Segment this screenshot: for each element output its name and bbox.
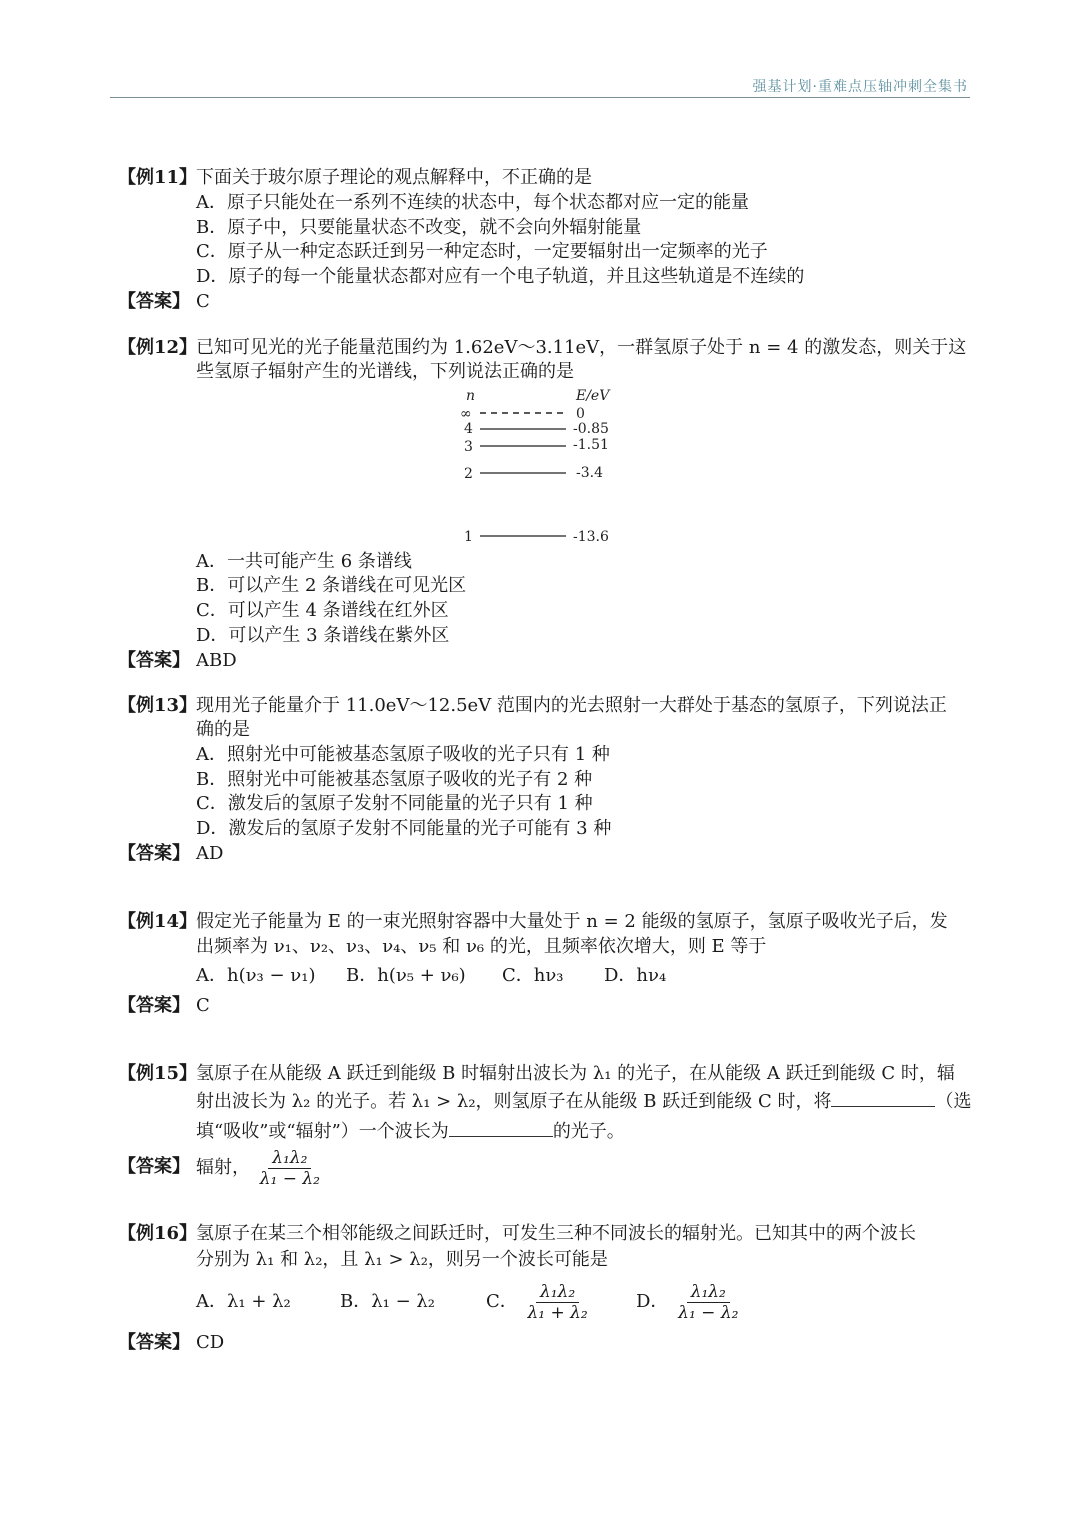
level-e-1: -13.6 [573,529,609,545]
header-divider [110,97,970,98]
level-e-2: -3.4 [576,465,603,481]
question-stem-line2 [196,1088,971,1114]
option-a: A．λ₁ + λ₂ [196,1291,291,1312]
option-b: B．可以产生 2 条谱线在可见光区 [196,575,467,596]
fill-blank-2 [449,1118,553,1137]
option-b: B．原子中，只要能量状态不改变，就不会向外辐射能量 [196,217,642,238]
option-d: D．激发后的氢原子发射不同能量的光子可能有 3 种 [196,818,612,839]
fraction-numerator: λ₁λ₂ [268,1148,311,1169]
option-d: D．原子的每一个能量状态都对应有一个电子轨道，并且这些轨道是不连续的 [196,266,805,287]
question-tag: 【例13】 [118,695,198,716]
n-axis-label: n [466,388,476,404]
stem-text: 的光子。 [552,1121,625,1142]
stem-text: 填“吸收”或“辐射”）一个波长为 [196,1121,449,1142]
answer-value: ABD [196,650,237,671]
question-stem-line2: 分别为 λ₁ 和 λ₂，且 λ₁ > λ₂，则另一个波长可能是 [196,1249,608,1270]
option-b: B．照射光中可能被基态氢原子吸收的光子有 2 种 [196,769,593,790]
level-n-2: 2 [464,466,473,482]
option-fraction [674,1282,742,1323]
fraction-denominator: λ₁ − λ₂ [259,1168,320,1189]
question-stem-line2: 出频率为 ν₁、ν₂、ν₃、ν₄、ν₅ 和 ν₆ 的光，且频率依次增大，则 E 等于 [196,936,767,957]
energy-level-diagram [430,385,630,550]
answer-word: 辐射， [196,1157,250,1178]
answer-value: C [196,291,210,312]
question-stem-line2: 确的是 [196,719,250,740]
question-stem-line1: 氢原子在某三个相邻能级之间跃迁时，可发生三种不同波长的辐射光。已知其中的两个波长 [196,1223,916,1244]
answer-tag: 【答案】 [118,1156,190,1177]
answer-fraction [256,1148,324,1189]
question-stem: 下面关于玻尔原子理论的观点解释中，不正确的是 [196,167,592,188]
fraction-numerator: λ₁λ₂ [536,1282,579,1303]
question-tag: 【例14】 [118,911,198,932]
energy-axis-label: E/eV [576,388,610,404]
option-a: A．h(ν₃ − ν₁) [196,965,316,986]
question-tag: 【例12】 [118,337,198,358]
answer-tag: 【答案】 [118,843,190,864]
option-c: C．原子从一种定态跃迁到另一种定态时，一定要辐射出一定频率的光子 [196,241,768,262]
stem-text: （选 [935,1091,972,1112]
option-label: C． [486,1291,518,1312]
answer-value: CD [196,1332,225,1353]
answer-value [196,1146,324,1190]
question-stem-line1: 已知可见光的光子能量范围约为 1.62eV～3.11eV，一群氢原子处于 n = 4 的激发态，则关于这 [196,337,967,358]
level-n-inf: ∞ [460,406,472,422]
header-title: 强基计划·重难点压轴冲刺全集书 [752,79,968,95]
fraction-denominator: λ₁ − λ₂ [678,1302,739,1323]
option-c: C．可以产生 4 条谱线在红外区 [196,600,449,621]
level-n-4: 4 [464,421,473,437]
answer-tag: 【答案】 [118,291,190,312]
option-b: B．h(ν₅ + ν₆) [346,965,466,986]
option-fraction [524,1282,592,1323]
answer-tag: 【答案】 [118,650,190,671]
question-tag: 【例16】 [118,1223,198,1244]
stem-text: 射出波长为 λ₂ 的光子。若 λ₁ > λ₂，则氢原子在从能级 B 跃迁到能级 C 时，将 [196,1091,832,1112]
level-e-3: -1.51 [573,437,609,453]
fill-blank-1 [831,1088,935,1107]
level-n-3: 3 [464,439,473,455]
fraction-denominator: λ₁ + λ₂ [527,1302,588,1323]
option-c: C．激发后的氢原子发射不同能量的光子只有 1 种 [196,793,593,814]
option-d: D．hν₄ [604,965,667,986]
question-tag: 【例15】 [118,1063,198,1084]
option-label: D． [636,1291,669,1312]
question-stem-line3 [196,1118,625,1144]
question-stem-line1: 氢原子在从能级 A 跃迁到能级 B 时辐射出波长为 λ₁ 的光子，在从能级 A 跃迁到能级 C 时，辐 [196,1063,955,1084]
answer-tag: 【答案】 [118,995,190,1016]
option-d [636,1280,742,1324]
fraction-numerator: λ₁λ₂ [687,1282,730,1303]
level-e-inf: 0 [576,406,585,422]
level-n-1: 1 [464,529,473,545]
answer-value: C [196,995,210,1016]
question-stem-line1: 假定光子能量为 E 的一束光照射容器中大量处于 n = 2 能级的氢原子，氢原子吸收光子后，发 [196,911,948,932]
option-b: B．λ₁ − λ₂ [340,1291,436,1312]
question-stem-line1: 现用光子能量介于 11.0eV～12.5eV 范围内的光去照射一大群处于基态的氢原子，下列说法正 [196,695,947,716]
level-e-4: -0.85 [573,421,609,437]
question-stem-line2: 些氢原子辐射产生的光谱线，下列说法正确的是 [196,361,574,382]
option-a: A．一共可能产生 6 条谱线 [196,551,412,572]
option-c [486,1280,592,1324]
answer-tag: 【答案】 [118,1332,190,1353]
option-a: A．照射光中可能被基态氢原子吸收的光子只有 1 种 [196,744,610,765]
question-tag: 【例11】 [118,167,198,188]
answer-value: AD [196,843,224,864]
option-c: C．hν₃ [502,965,564,986]
option-a: A．原子只能处在一系列不连续的状态中，每个状态都对应一定的能量 [196,192,749,213]
option-d: D．可以产生 3 条谱线在紫外区 [196,625,450,646]
